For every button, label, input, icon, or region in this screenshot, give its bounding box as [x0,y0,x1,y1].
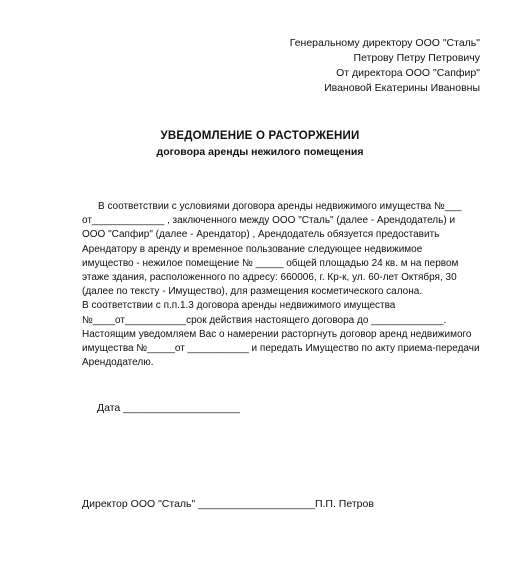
body-text [82,200,482,370]
body-line: №____от___________срок действия настоящего договора до _____________. [82,314,447,326]
date-line: Дата ____________________ [97,402,240,414]
addressee-block [290,36,480,96]
body-line: Арендодателю. [82,357,154,369]
document-subtitle: договора аренды нежилого помещения [156,146,364,158]
body-line: В соответствии с условиями договора аренды недвижимого имущества №___ [98,201,462,212]
body-line: (далее по тексту - Имущество), для размещения косметического салона. [82,286,423,298]
body-line: имущество - нежилое помещение № _____ общей площадью 24 кв. м на первом [82,257,459,269]
body-line: имущества №_____от ___________ и передать Имущество по акту приема-передачи [82,343,480,355]
addressee-line-3: От директора ООО "Сапфир" [336,67,480,79]
body-line: В соответствии с п.п.1.3 договора аренды недвижимого имущества [82,300,396,312]
body-line: ООО "Сапфир" (далее - Арендатор) , Арендодатель обязуется предоставить [82,229,440,241]
addressee-line-1: Генеральному директору ООО "Сталь" [289,37,480,49]
body-line: Арендатору в аренду и временное пользование следующее недвижимое [82,243,423,255]
document-title: УВЕДОМЛЕНИЕ О РАСТОРЖЕНИИ [160,130,360,142]
signature-line: Директор ООО "Сталь" ____________________П.П. Петров [82,498,374,510]
body-line: этаже здания, расположенного по адресу: 660006, г. Кр-к, ул. 60-лет Октября, 30 [82,272,457,284]
body-line: от_____________ , заключенного между ООО "Сталь" (далее - Арендодатель) и [82,215,456,227]
body-line: Настоящим уведомляем Вас о намерении расторгнуть договор аренд недвижимого [82,328,472,340]
addressee-line-4: Ивановой Екатерины Ивановны [324,82,480,94]
addressee-line-2: Петрову Петру Петровичу [353,52,480,64]
